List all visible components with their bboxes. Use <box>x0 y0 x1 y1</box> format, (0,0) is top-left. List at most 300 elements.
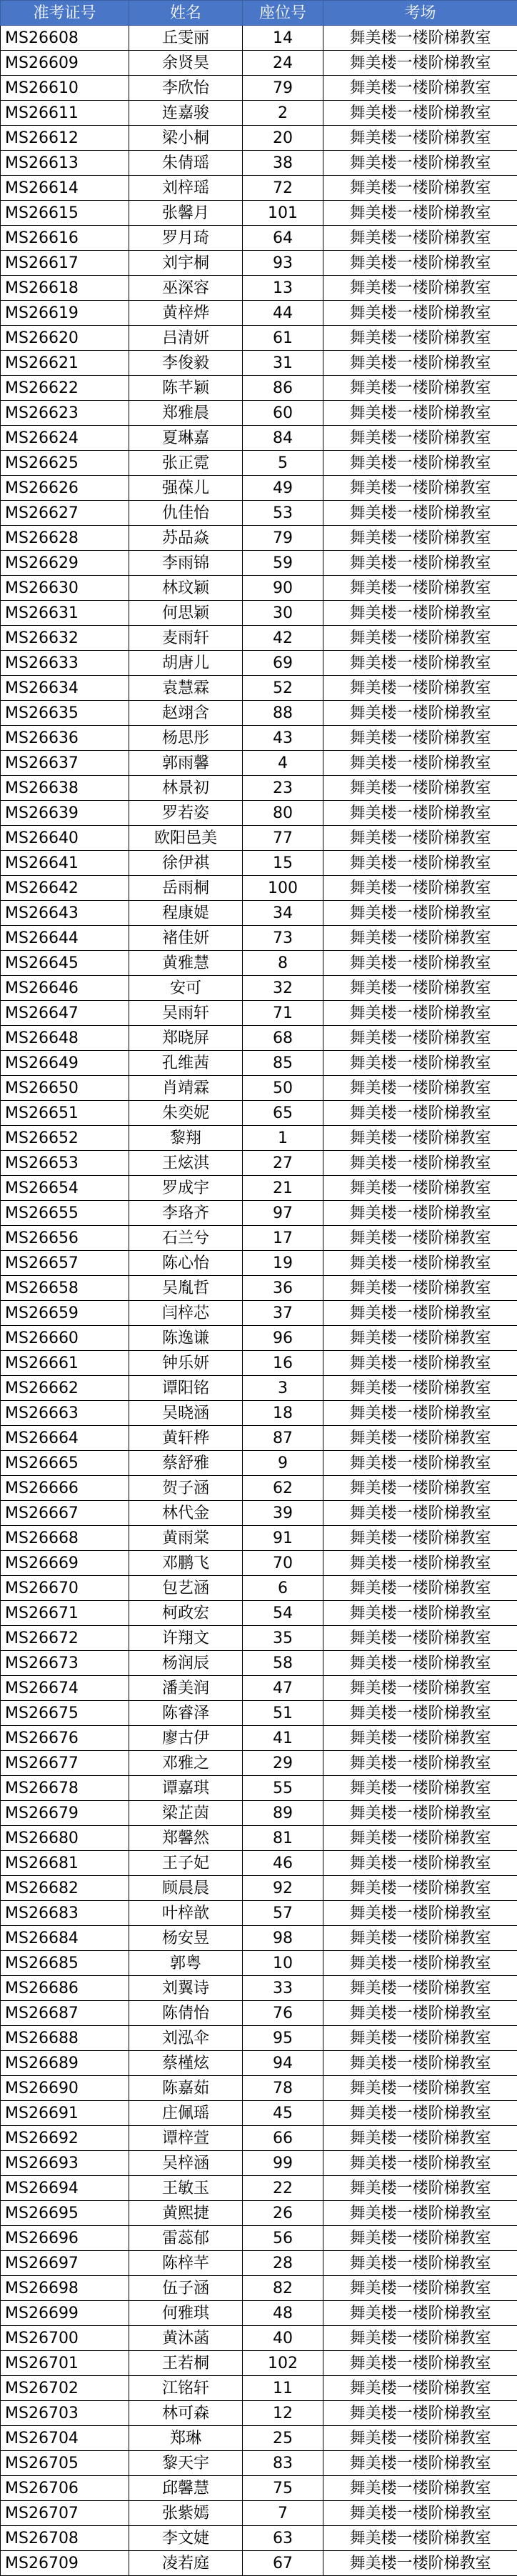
table-row <box>1 801 517 826</box>
exam-id-cell: MS26689 <box>1 2051 129 2076</box>
name-cell: 郭雨馨 <box>129 751 243 776</box>
table-row <box>1 2526 517 2551</box>
exam-id-cell: MS26705 <box>1 2451 129 2476</box>
table-row <box>1 2351 517 2376</box>
seat-number-cell: 72 <box>243 176 323 201</box>
name-cell: 凌若庭 <box>129 2551 243 2576</box>
seat-number-cell: 50 <box>243 1076 323 1101</box>
room-cell: 舞美楼一楼阶梯教室 <box>323 2526 517 2551</box>
name-cell: 黄梓烨 <box>129 301 243 326</box>
seat-number-cell: 53 <box>243 501 323 526</box>
seat-number-cell: 66 <box>243 2126 323 2151</box>
room-cell: 舞美楼一楼阶梯教室 <box>323 876 517 901</box>
table-row <box>1 1726 517 1751</box>
name-cell: 梁小桐 <box>129 126 243 151</box>
seat-number-cell: 75 <box>243 2476 323 2501</box>
room-cell: 舞美楼一楼阶梯教室 <box>323 851 517 876</box>
exam-id-cell: MS26652 <box>1 1126 129 1151</box>
exam-id-cell: MS26642 <box>1 876 129 901</box>
exam-id-cell: MS26690 <box>1 2076 129 2101</box>
seat-number-cell: 81 <box>243 1826 323 1851</box>
table-row <box>1 726 517 751</box>
table-row <box>1 1901 517 1926</box>
seat-number-cell: 27 <box>243 1151 323 1176</box>
room-cell: 舞美楼一楼阶梯教室 <box>323 226 517 251</box>
header-row <box>1 1 517 26</box>
exam-id-cell: MS26696 <box>1 2226 129 2251</box>
seat-number-cell: 63 <box>243 2526 323 2551</box>
table-row <box>1 1351 517 1376</box>
name-cell: 郑晓屏 <box>129 1026 243 1051</box>
table-row <box>1 1301 517 1326</box>
seat-number-cell: 21 <box>243 1176 323 1201</box>
table-row <box>1 601 517 626</box>
room-cell: 舞美楼一楼阶梯教室 <box>323 1876 517 1901</box>
seat-number-cell: 34 <box>243 901 323 926</box>
room-cell: 舞美楼一楼阶梯教室 <box>323 2051 517 2076</box>
name-cell: 刘翼诗 <box>129 1976 243 2001</box>
exam-id-cell: MS26648 <box>1 1026 129 1051</box>
name-cell: 安可 <box>129 976 243 1001</box>
room-cell: 舞美楼一楼阶梯教室 <box>323 1651 517 1676</box>
table-row <box>1 1551 517 1576</box>
room-cell: 舞美楼一楼阶梯教室 <box>323 776 517 801</box>
seat-number-cell: 94 <box>243 2051 323 2076</box>
room-cell: 舞美楼一楼阶梯教室 <box>323 1601 517 1626</box>
table-row <box>1 76 517 101</box>
room-cell: 舞美楼一楼阶梯教室 <box>323 1126 517 1151</box>
name-cell: 许翔文 <box>129 1626 243 1651</box>
seat-number-cell: 29 <box>243 1751 323 1776</box>
exam-id-cell: MS26683 <box>1 1901 129 1926</box>
name-cell: 陈倩怡 <box>129 2001 243 2026</box>
seat-number-cell: 62 <box>243 1476 323 1501</box>
table-row <box>1 651 517 676</box>
table-row <box>1 451 517 476</box>
exam-id-cell: MS26617 <box>1 251 129 276</box>
exam-id-cell: MS26666 <box>1 1476 129 1501</box>
room-cell: 舞美楼一楼阶梯教室 <box>323 1376 517 1401</box>
table-row <box>1 901 517 926</box>
table-header <box>1 1 517 26</box>
room-cell: 舞美楼一楼阶梯教室 <box>323 1426 517 1451</box>
seat-number-cell: 20 <box>243 126 323 151</box>
seat-number-cell: 87 <box>243 1426 323 1451</box>
room-cell: 舞美楼一楼阶梯教室 <box>323 826 517 851</box>
name-cell: 蔡舒雅 <box>129 1451 243 1476</box>
table-row <box>1 2301 517 2326</box>
seat-number-cell: 98 <box>243 1926 323 1951</box>
table-row <box>1 2501 517 2526</box>
room-cell: 舞美楼一楼阶梯教室 <box>323 1951 517 1976</box>
room-cell: 舞美楼一楼阶梯教室 <box>323 2351 517 2376</box>
name-cell: 陈心怡 <box>129 1251 243 1276</box>
room-cell: 舞美楼一楼阶梯教室 <box>323 1676 517 1701</box>
name-cell: 包艺涵 <box>129 1576 243 1601</box>
table-row <box>1 1876 517 1901</box>
room-cell: 舞美楼一楼阶梯教室 <box>323 1976 517 2001</box>
seat-number-cell: 2 <box>243 101 323 126</box>
room-cell: 舞美楼一楼阶梯教室 <box>323 801 517 826</box>
seat-number-cell: 92 <box>243 1876 323 1901</box>
exam-id-cell: MS26638 <box>1 776 129 801</box>
exam-id-cell: MS26685 <box>1 1951 129 1976</box>
seat-number-cell: 8 <box>243 951 323 976</box>
name-cell: 王敏玉 <box>129 2176 243 2201</box>
table-row <box>1 1801 517 1826</box>
room-cell: 舞美楼一楼阶梯教室 <box>323 1451 517 1476</box>
room-cell: 舞美楼一楼阶梯教室 <box>323 1101 517 1126</box>
seat-number-cell: 47 <box>243 1676 323 1701</box>
name-cell: 罗若姿 <box>129 801 243 826</box>
room-cell: 舞美楼一楼阶梯教室 <box>323 476 517 501</box>
seat-number-cell: 79 <box>243 76 323 101</box>
seat-number-cell: 54 <box>243 1601 323 1626</box>
name-cell: 江铭轩 <box>129 2376 243 2401</box>
exam-id-cell: MS26693 <box>1 2151 129 2176</box>
room-cell: 舞美楼一楼阶梯教室 <box>323 1276 517 1301</box>
name-cell: 林代金 <box>129 1501 243 1526</box>
room-cell: 舞美楼一楼阶梯教室 <box>323 176 517 201</box>
table-row <box>1 2326 517 2351</box>
exam-id-cell: MS26706 <box>1 2476 129 2501</box>
exam-id-cell: MS26701 <box>1 2351 129 2376</box>
room-cell: 舞美楼一楼阶梯教室 <box>323 1051 517 1076</box>
table-row <box>1 226 517 251</box>
name-cell: 雷蕊郁 <box>129 2226 243 2251</box>
name-cell: 邱馨慧 <box>129 2476 243 2501</box>
seat-number-cell: 86 <box>243 376 323 401</box>
name-cell: 肖靖霖 <box>129 1076 243 1101</box>
name-cell: 苏品焱 <box>129 526 243 551</box>
column-header-name: 姓名 <box>129 1 243 26</box>
name-cell: 郑馨然 <box>129 1826 243 1851</box>
table-row <box>1 476 517 501</box>
exam-id-cell: MS26699 <box>1 2301 129 2326</box>
name-cell: 石兰兮 <box>129 1226 243 1251</box>
seat-number-cell: 18 <box>243 1401 323 1426</box>
exam-id-cell: MS26649 <box>1 1051 129 1076</box>
exam-id-cell: MS26675 <box>1 1701 129 1726</box>
exam-id-cell: MS26669 <box>1 1551 129 1576</box>
exam-id-cell: MS26654 <box>1 1176 129 1201</box>
seat-number-cell: 91 <box>243 1526 323 1551</box>
room-cell: 舞美楼一楼阶梯教室 <box>323 2026 517 2051</box>
exam-id-cell: MS26703 <box>1 2401 129 2426</box>
seat-number-cell: 58 <box>243 1651 323 1676</box>
name-cell: 廖古伊 <box>129 1726 243 1751</box>
table-row <box>1 2176 517 2201</box>
seat-number-cell: 93 <box>243 251 323 276</box>
name-cell: 陈梓芊 <box>129 2251 243 2276</box>
table-row <box>1 1576 517 1601</box>
exam-id-cell: MS26644 <box>1 926 129 951</box>
room-cell: 舞美楼一楼阶梯教室 <box>323 2451 517 2476</box>
exam-id-cell: MS26633 <box>1 651 129 676</box>
seat-number-cell: 88 <box>243 701 323 726</box>
exam-id-cell: MS26627 <box>1 501 129 526</box>
room-cell: 舞美楼一楼阶梯教室 <box>323 1201 517 1226</box>
exam-id-cell: MS26659 <box>1 1301 129 1326</box>
room-cell: 舞美楼一楼阶梯教室 <box>323 2251 517 2276</box>
exam-id-cell: MS26695 <box>1 2201 129 2226</box>
name-cell: 何雅琪 <box>129 2301 243 2326</box>
name-cell: 闫梓芯 <box>129 1301 243 1326</box>
room-cell: 舞美楼一楼阶梯教室 <box>323 626 517 651</box>
seat-number-cell: 25 <box>243 2426 323 2451</box>
name-cell: 李文婕 <box>129 2526 243 2551</box>
exam-id-cell: MS26643 <box>1 901 129 926</box>
table-row <box>1 851 517 876</box>
exam-id-cell: MS26608 <box>1 26 129 51</box>
name-cell: 褚佳妍 <box>129 926 243 951</box>
room-cell: 舞美楼一楼阶梯教室 <box>323 2476 517 2501</box>
seat-number-cell: 35 <box>243 1626 323 1651</box>
exam-id-cell: MS26611 <box>1 101 129 126</box>
table-row <box>1 276 517 301</box>
exam-id-cell: MS26636 <box>1 726 129 751</box>
room-cell: 舞美楼一楼阶梯教室 <box>323 1526 517 1551</box>
exam-id-cell: MS26700 <box>1 2326 129 2351</box>
table-row <box>1 1151 517 1176</box>
room-cell: 舞美楼一楼阶梯教室 <box>323 276 517 301</box>
name-cell: 叶梓歆 <box>129 1901 243 1926</box>
room-cell: 舞美楼一楼阶梯教室 <box>323 251 517 276</box>
table-row <box>1 951 517 976</box>
room-cell: 舞美楼一楼阶梯教室 <box>323 601 517 626</box>
name-cell: 郭粤 <box>129 1951 243 1976</box>
room-cell: 舞美楼一楼阶梯教室 <box>323 201 517 226</box>
room-cell: 舞美楼一楼阶梯教室 <box>323 376 517 401</box>
seat-number-cell: 11 <box>243 2376 323 2401</box>
room-cell: 舞美楼一楼阶梯教室 <box>323 451 517 476</box>
name-cell: 黎天宇 <box>129 2451 243 2476</box>
table-row <box>1 1426 517 1451</box>
seat-number-cell: 101 <box>243 201 323 226</box>
exam-id-cell: MS26637 <box>1 751 129 776</box>
seat-number-cell: 42 <box>243 626 323 651</box>
table-row <box>1 2276 517 2301</box>
seat-number-cell: 99 <box>243 2151 323 2176</box>
exam-id-cell: MS26629 <box>1 551 129 576</box>
table-row <box>1 2451 517 2476</box>
table-row <box>1 1376 517 1401</box>
table-row <box>1 876 517 901</box>
exam-id-cell: MS26618 <box>1 276 129 301</box>
table-row <box>1 1776 517 1801</box>
name-cell: 黄雅慧 <box>129 951 243 976</box>
seat-number-cell: 39 <box>243 1501 323 1526</box>
room-cell: 舞美楼一楼阶梯教室 <box>323 676 517 701</box>
seat-number-cell: 102 <box>243 2351 323 2376</box>
seat-number-cell: 69 <box>243 651 323 676</box>
table-row <box>1 626 517 651</box>
room-cell: 舞美楼一楼阶梯教室 <box>323 101 517 126</box>
name-cell: 黎翔 <box>129 1126 243 1151</box>
exam-id-cell: MS26655 <box>1 1201 129 1226</box>
table-row <box>1 126 517 151</box>
exam-id-cell: MS26616 <box>1 226 129 251</box>
exam-id-cell: MS26663 <box>1 1401 129 1426</box>
seat-number-cell: 96 <box>243 1326 323 1351</box>
exam-id-cell: MS26635 <box>1 701 129 726</box>
room-cell: 舞美楼一楼阶梯教室 <box>323 1701 517 1726</box>
table-row <box>1 576 517 601</box>
name-cell: 谭嘉琪 <box>129 1776 243 1801</box>
exam-id-cell: MS26708 <box>1 2526 129 2551</box>
name-cell: 吕清妍 <box>129 326 243 351</box>
name-cell: 连嘉骏 <box>129 101 243 126</box>
name-cell: 何思颖 <box>129 601 243 626</box>
seat-number-cell: 59 <box>243 551 323 576</box>
table-row <box>1 2476 517 2501</box>
table-row <box>1 526 517 551</box>
seat-number-cell: 65 <box>243 1101 323 1126</box>
column-header-exam-id: 准考证号 <box>1 1 129 26</box>
name-cell: 麦雨轩 <box>129 626 243 651</box>
seat-number-cell: 7 <box>243 2501 323 2526</box>
table-row <box>1 2376 517 2401</box>
seat-number-cell: 57 <box>243 1901 323 1926</box>
table-row <box>1 201 517 226</box>
exam-id-cell: MS26661 <box>1 1351 129 1376</box>
table-row <box>1 176 517 201</box>
exam-id-cell: MS26679 <box>1 1801 129 1826</box>
seat-number-cell: 12 <box>243 2401 323 2426</box>
exam-id-cell: MS26692 <box>1 2126 129 2151</box>
room-cell: 舞美楼一楼阶梯教室 <box>323 2551 517 2576</box>
seat-number-cell: 46 <box>243 1851 323 1876</box>
name-cell: 陈睿泽 <box>129 1701 243 1726</box>
exam-id-cell: MS26641 <box>1 851 129 876</box>
room-cell: 舞美楼一楼阶梯教室 <box>323 951 517 976</box>
name-cell: 李欣怡 <box>129 76 243 101</box>
name-cell: 贺子涵 <box>129 1476 243 1501</box>
exam-id-cell: MS26667 <box>1 1501 129 1526</box>
seat-number-cell: 6 <box>243 1576 323 1601</box>
table-row <box>1 2551 517 2576</box>
seat-number-cell: 14 <box>243 26 323 51</box>
seat-number-cell: 82 <box>243 2276 323 2301</box>
room-cell: 舞美楼一楼阶梯教室 <box>323 76 517 101</box>
column-header-seat: 座位号 <box>243 1 323 26</box>
table-row <box>1 2226 517 2251</box>
table-row <box>1 2101 517 2126</box>
seat-number-cell: 30 <box>243 601 323 626</box>
table-row <box>1 776 517 801</box>
room-cell: 舞美楼一楼阶梯教室 <box>323 1826 517 1851</box>
seat-number-cell: 85 <box>243 1051 323 1076</box>
exam-id-cell: MS26677 <box>1 1751 129 1776</box>
exam-id-cell: MS26658 <box>1 1276 129 1301</box>
room-cell: 舞美楼一楼阶梯教室 <box>323 701 517 726</box>
table-row <box>1 2051 517 2076</box>
name-cell: 欧阳邑美 <box>129 826 243 851</box>
room-cell: 舞美楼一楼阶梯教室 <box>323 2376 517 2401</box>
seat-number-cell: 5 <box>243 451 323 476</box>
room-cell: 舞美楼一楼阶梯教室 <box>323 2301 517 2326</box>
seat-number-cell: 71 <box>243 1001 323 1026</box>
exam-id-cell: MS26707 <box>1 2501 129 2526</box>
exam-id-cell: MS26686 <box>1 1976 129 2001</box>
room-cell: 舞美楼一楼阶梯教室 <box>323 976 517 1001</box>
exam-id-cell: MS26688 <box>1 2026 129 2051</box>
room-cell: 舞美楼一楼阶梯教室 <box>323 1901 517 1926</box>
table-row <box>1 1001 517 1026</box>
name-cell: 吴雨轩 <box>129 1001 243 1026</box>
table-row <box>1 51 517 76</box>
table-row <box>1 1076 517 1101</box>
room-cell: 舞美楼一楼阶梯教室 <box>323 1926 517 1951</box>
table-row <box>1 1826 517 1851</box>
exam-id-cell: MS26687 <box>1 2001 129 2026</box>
name-cell: 杨安昱 <box>129 1926 243 1951</box>
table-row <box>1 251 517 276</box>
name-cell: 杨润辰 <box>129 1651 243 1676</box>
table-row <box>1 1601 517 1626</box>
room-cell: 舞美楼一楼阶梯教室 <box>323 1076 517 1101</box>
table-row <box>1 926 517 951</box>
table-row <box>1 376 517 401</box>
table-row <box>1 351 517 376</box>
name-cell: 庄佩瑶 <box>129 2101 243 2126</box>
name-cell: 杨思彤 <box>129 726 243 751</box>
seat-number-cell: 45 <box>243 2101 323 2126</box>
table-row <box>1 1276 517 1301</box>
name-cell: 余贤昊 <box>129 51 243 76</box>
room-cell: 舞美楼一楼阶梯教室 <box>323 2176 517 2201</box>
table-row <box>1 1051 517 1076</box>
exam-id-cell: MS26628 <box>1 526 129 551</box>
name-cell: 刘泓伞 <box>129 2026 243 2051</box>
name-cell: 郑琳 <box>129 2426 243 2451</box>
seat-number-cell: 4 <box>243 751 323 776</box>
room-cell: 舞美楼一楼阶梯教室 <box>323 576 517 601</box>
room-cell: 舞美楼一楼阶梯教室 <box>323 2501 517 2526</box>
room-cell: 舞美楼一楼阶梯教室 <box>323 2101 517 2126</box>
exam-id-cell: MS26672 <box>1 1626 129 1651</box>
name-cell: 李珞齐 <box>129 1201 243 1226</box>
exam-id-cell: MS26674 <box>1 1676 129 1701</box>
name-cell: 林景初 <box>129 776 243 801</box>
table-row <box>1 2426 517 2451</box>
name-cell: 顾晨晨 <box>129 1876 243 1901</box>
name-cell: 郑雅晨 <box>129 401 243 426</box>
table-row <box>1 1401 517 1426</box>
table-row <box>1 826 517 851</box>
name-cell: 夏琳嘉 <box>129 426 243 451</box>
name-cell: 黄熙捷 <box>129 2201 243 2226</box>
table-row <box>1 1101 517 1126</box>
exam-id-cell: MS26653 <box>1 1151 129 1176</box>
table-row <box>1 2076 517 2101</box>
name-cell: 林玟颖 <box>129 576 243 601</box>
seat-number-cell: 70 <box>243 1551 323 1576</box>
room-cell: 舞美楼一楼阶梯教室 <box>323 351 517 376</box>
room-cell: 舞美楼一楼阶梯教室 <box>323 1626 517 1651</box>
name-cell: 袁慧霖 <box>129 676 243 701</box>
seat-number-cell: 79 <box>243 526 323 551</box>
exam-id-cell: MS26614 <box>1 176 129 201</box>
seat-number-cell: 36 <box>243 1276 323 1301</box>
room-cell: 舞美楼一楼阶梯教室 <box>323 1551 517 1576</box>
table-row <box>1 1201 517 1226</box>
seat-number-cell: 32 <box>243 976 323 1001</box>
table-row <box>1 326 517 351</box>
name-cell: 邓雅之 <box>129 1751 243 1776</box>
room-cell: 舞美楼一楼阶梯教室 <box>323 2201 517 2226</box>
table-row <box>1 1976 517 2001</box>
